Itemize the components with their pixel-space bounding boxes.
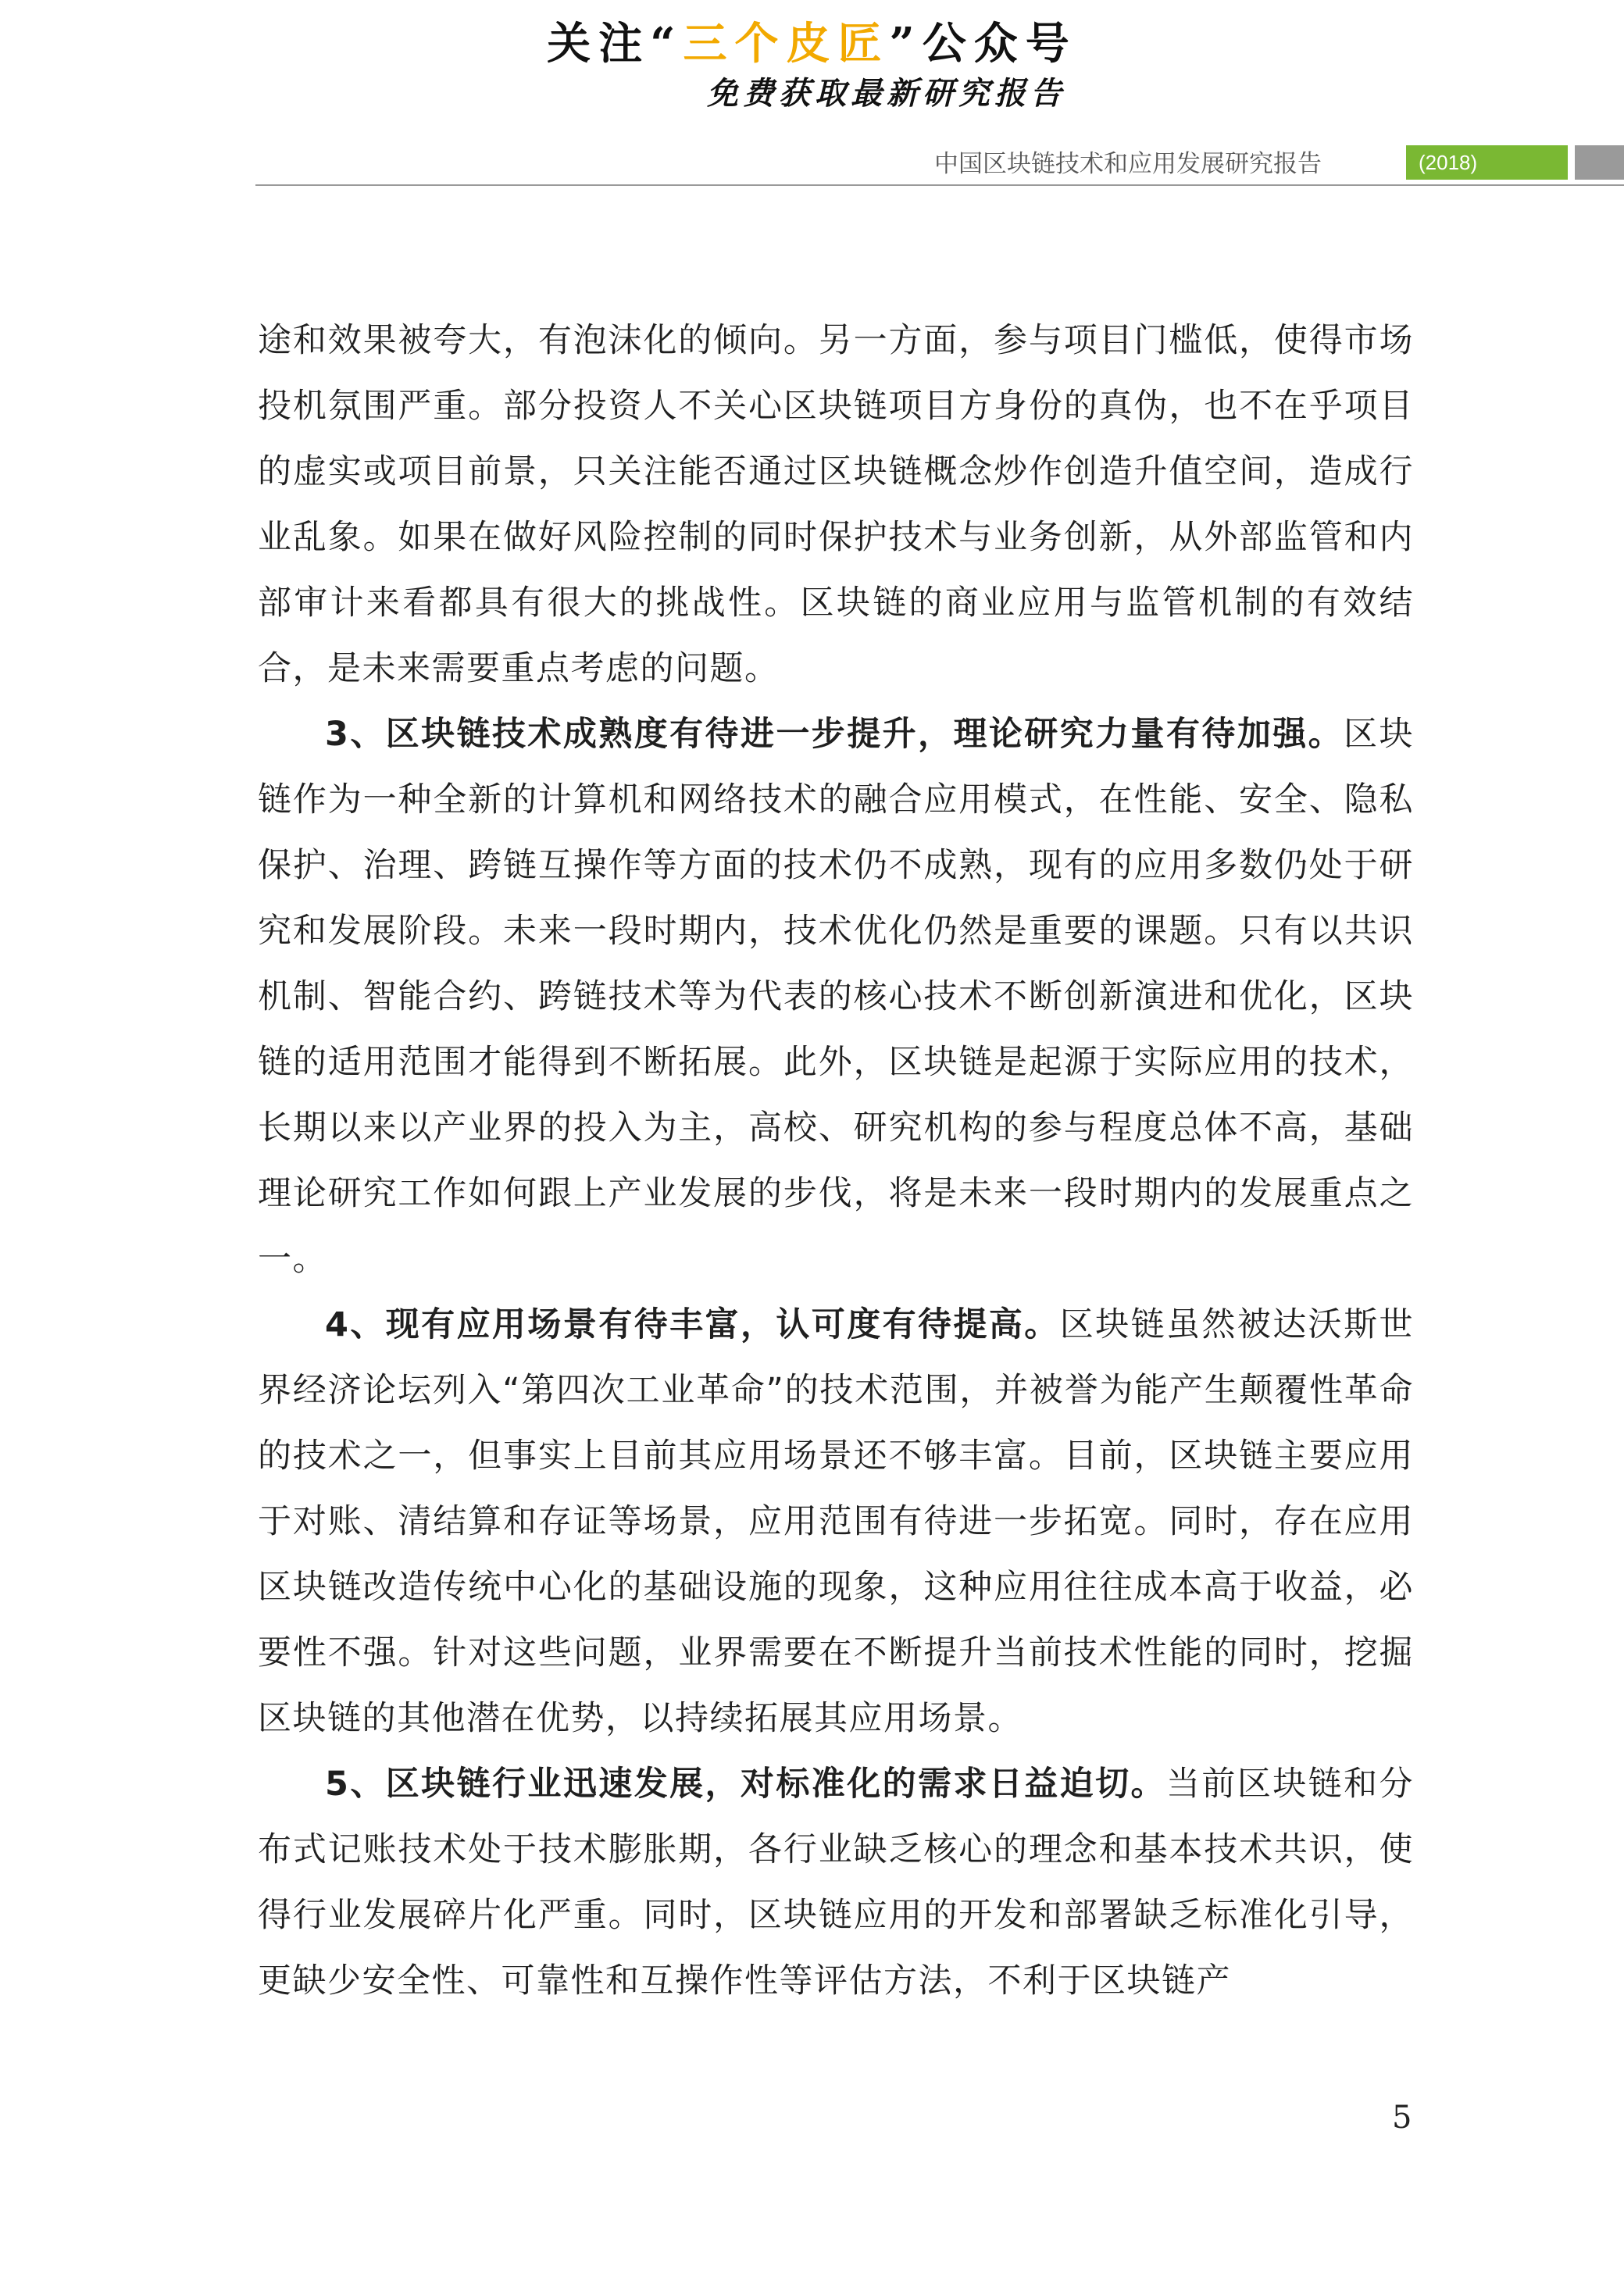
page-number: 5 [1392, 2100, 1412, 2136]
year-badge: (2018) [1406, 145, 1568, 180]
paragraph-4-heading: 5、区块链行业迅速发展，对标准化的需求日益迫切。 [325, 1765, 1166, 1804]
paragraph-2-text: 区块链作为一种全新的计算机和网络技术的融合应用模式，在性能、安全、隐私保护、治理、跨链互操作等方面的技术仍不成熟，现有的应用多数仍处于研究和发展阶段。未来一段时期内，技术优化仍然是重要的课题。只有以共识机制、智能合约、跨链技术等为代表的核心技术不断创新演进和优化，区块链的适用范围才能得到不断拓展。此外，区块链是起源于实际应用的技术，长期以来以产业界的投入为主，高校、研究机构的参与程度总体不高，基础理论研究工作如何跟上产业发展的步伐，将是未来一段时期内的发展重点之一。 [258, 715, 1414, 1279]
promo-banner-line2: 免费获取最新研究报告 [707, 75, 1066, 112]
promo-banner-line1 [0, 9, 1624, 72]
main-text [258, 308, 1414, 2014]
running-header-title: 中国区块链技术和应用发展研究报告 [934, 150, 1322, 178]
paragraph-2 [258, 701, 1414, 1292]
paragraph-2-heading: 3、区块链技术成熟度有待进一步提升，理论研究力量有待加强。 [325, 715, 1344, 754]
promo-prefix: 关注“ [547, 18, 684, 70]
header-grey-block [1575, 145, 1624, 180]
header-divider [255, 184, 1624, 186]
paragraph-3-heading: 4、现有应用场景有待丰富，认可度有待提高。 [325, 1305, 1060, 1344]
paragraph-4 [258, 1751, 1414, 2014]
promo-highlight: 三个皮匠 [683, 18, 890, 70]
paragraph-1: 途和效果被夸大，有泡沫化的倾向。另一方面，参与项目门槛低，使得市场投机氛围严重。部分投资人不关心区块链项目方身份的真伪，也不在乎项目的虚实或项目前景，只关注能否通过区块链概念炒作创造升值空间，造成行业乱象。如果在做好风险控制的同时保护技术与业务创新，从外部监管和内部审计来看都具有很大的挑战性。区块链的商业应用与监管机制的有效结合，是未来需要重点考虑的问题。 [258, 321, 1414, 688]
paragraph-3 [258, 1292, 1414, 1751]
promo-suffix: ”公众号 [889, 18, 1077, 70]
paragraph-3-text: 区块链虽然被达沃斯世界经济论坛列入“第四次工业革命”的技术范围，并被誉为能产生颠覆性革命的技术之一，但事实上目前其应用场景还不够丰富。目前，区块链主要应用于对账、清结算和存证等场景，应用范围有待进一步拓宽。同时，存在应用区块链改造传统中心化的基础设施的现象，这种应用往往成本高于收益，必要性不强。针对这些问题，业界需要在不断提升当前技术性能的同时，挖掘区块链的其他潜在优势，以持续拓展其应用场景。 [258, 1305, 1415, 1738]
paragraph-4-text: 当前区块链和分布式记账技术处于技术膨胀期，各行业缺乏核心的理念和基本技术共识，使得行业发展碎片化严重。同时，区块链应用的开发和部署缺乏标准化引导，更缺少安全性、可靠性和互操作性等评估方法，不利于区块链产 [258, 1765, 1414, 2001]
